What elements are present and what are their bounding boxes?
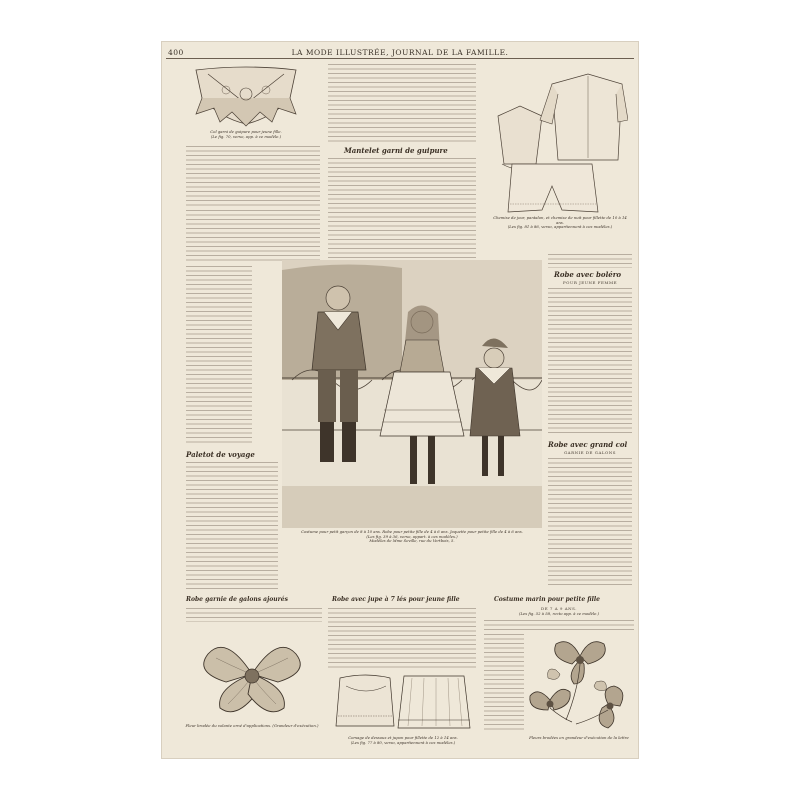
section-title-paletot: Paletot de voyage xyxy=(186,450,255,459)
section-title-jupe: Robe avec jupe à 7 lés pour jeune fille xyxy=(332,596,460,603)
section-title-bolero: Robe avec boléro xyxy=(554,270,622,279)
header-rule xyxy=(166,58,634,59)
chemise-illustration xyxy=(492,64,628,214)
section-title-mantelet: Mantelet garni de guipure xyxy=(344,146,448,155)
main-caption: Costume pour petit garçon de 8 à 10 ans. Robe pour petite fille de 4 à 6 ans. Jaquette pour petite fille de 4 à 6 ans. xyxy=(301,529,523,534)
page-number: 400 xyxy=(168,48,184,57)
collar-illustration xyxy=(186,64,306,128)
text-column-top-middle xyxy=(328,64,476,144)
text-column-left-mid xyxy=(186,210,320,262)
collar-caption: Col garni de guipure pour jeune fille. xyxy=(210,129,282,134)
main-caption-ref: (Les fig. 39 à 36, verso, appart. à ces modèles.) xyxy=(366,533,458,539)
section-title-galons: Robe garnie de galons ajourés xyxy=(186,596,288,603)
chemise-caption: Chemise de jour, pantalon, et chemise de nuit pour fillette de 10 à 14 ans. xyxy=(493,215,627,225)
marin-ref: (Les fig. 52 à 58, recto app. à ce modèle.) xyxy=(518,611,600,616)
text-column-galons xyxy=(186,608,322,622)
section-title-marin: Costume marin pour petite fille xyxy=(494,596,600,603)
section-title-grand-col: Robe avec grand col xyxy=(548,440,628,449)
underwear-illustration xyxy=(332,670,474,734)
collar-caption-ref: (Le fig. 70, verso, app. à ce modèle.) xyxy=(210,133,282,139)
text-column-marin-narrow xyxy=(484,634,524,730)
text-column-paletot xyxy=(186,462,278,590)
underwear-caption-ref: (Les fig. 77 à 80, verso, appartiennent à ces modèles.) xyxy=(350,739,456,745)
section-subtitle-bolero: POUR JEUNE FEMME xyxy=(562,280,618,285)
text-column-jupe xyxy=(328,608,476,668)
underwear-caption: Corsage de dessous et jupon pour fillette de 12 à 14 ans. xyxy=(348,735,458,740)
text-column-left-narrow xyxy=(186,266,252,446)
main-caption-credit: Modèles de Mme Seville, rue du Vertbois, 5. xyxy=(369,538,455,544)
text-column-bolero xyxy=(548,288,632,436)
flower-left-caption: Fleur brodée du volante orné d'applications. (Grandeur d'exécution.) xyxy=(185,723,319,728)
text-column-right-top xyxy=(548,254,632,268)
flower-right-caption: Fleurs brodées en grandeur d'exécution de la lettre xyxy=(529,735,629,740)
embroidered-flower-left xyxy=(186,628,318,720)
embroidered-flowers-right xyxy=(526,630,634,734)
text-column-marin xyxy=(484,620,634,630)
journal-page xyxy=(162,42,638,758)
text-column-left-top xyxy=(186,146,320,206)
journal-title: LA MODE ILLUSTRÉE, JOURNAL DE LA FAMILLE. xyxy=(291,48,509,57)
section-subtitle-marin: DE 7 A 9 ANS. xyxy=(541,606,577,611)
children-costumes-illustration xyxy=(282,260,542,528)
chemise-caption-ref: (Les fig. 81 à 86, verso, appartiennent à ces modèles.) xyxy=(507,224,613,230)
text-column-grand-col xyxy=(548,458,632,586)
text-column-mantelet xyxy=(328,158,476,274)
section-subtitle-grand-col: GARNIE DE GALONS xyxy=(563,450,617,455)
